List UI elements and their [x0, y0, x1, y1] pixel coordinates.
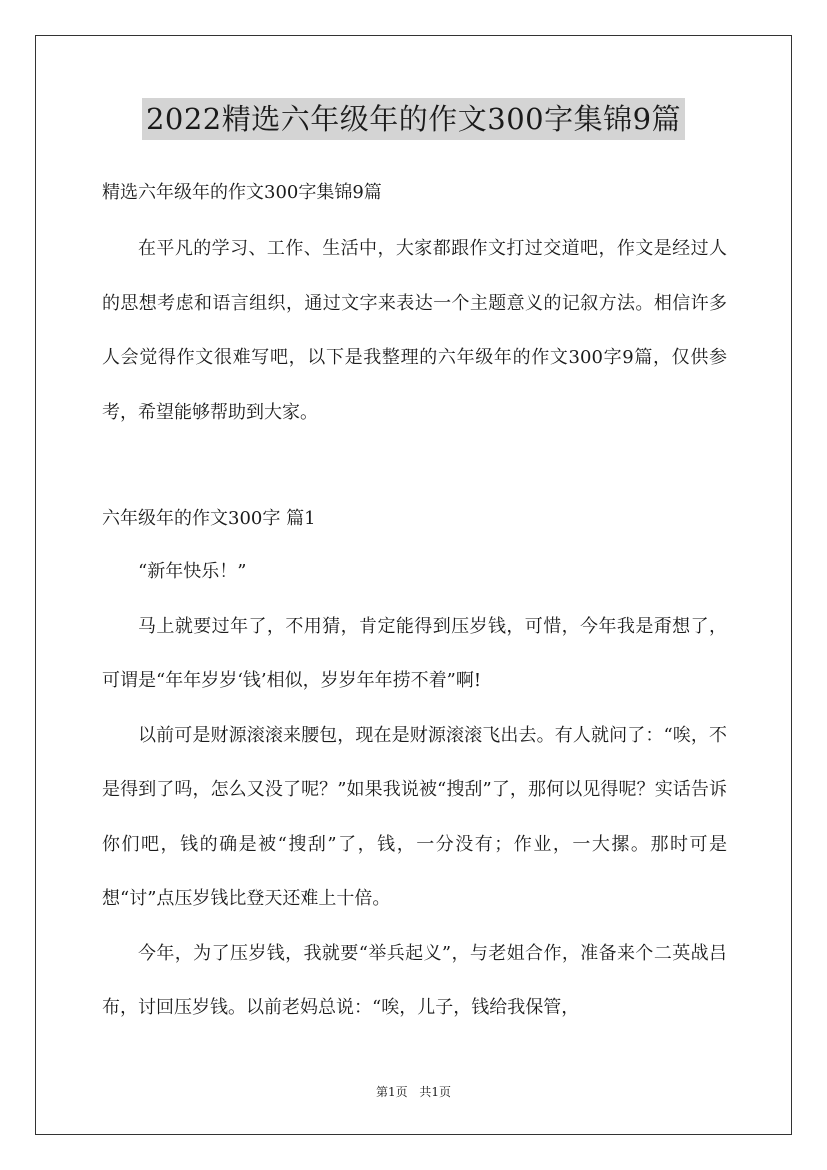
page-total: 共1页 [419, 1085, 452, 1099]
article-paragraph: 以前可是财源滚滚来腰包，现在是财源滚滚飞出去。有人就问了：“唉，不是得到了吗，怎么又没了呢？”如果我说被“搜刮”了，那何以见得呢？实话告诉你们吧，钱的确是被“搜刮”了，钱，一分没有；作业，一大摞。那时可是想“讨”点压岁钱比登天还难上十倍。 [102, 724, 727, 909]
page-number: 第1页 [375, 1085, 408, 1099]
title-container [0, 98, 827, 140]
document-title: 2022精选六年级年的作文300字集锦9篇 [142, 98, 685, 140]
intro-paragraph: 在平凡的学习、工作、生活中，大家都跟作文打过交道吧，作文是经过人的思想考虑和语言组织，通过文字来表达一个主题意义的记叙方法。相信许多人会觉得作文很难写吧，以下是我整理的六年级年的作文300字9篇，仅供参考，希望能够帮助到大家。 [102, 238, 727, 423]
intro-section [102, 222, 727, 440]
article-paragraph: “新年快乐！” [138, 561, 247, 582]
page-footer [0, 1083, 827, 1101]
section-heading: 六年级年的作文300字 篇1 [102, 508, 316, 529]
article-paragraph: 今年，为了压岁钱，我就要“举兵起义”，与老姐合作，准备来个二英战吕布，讨回压岁钱。以前老妈总说：“唉，儿子，钱给我保管， [102, 942, 727, 1018]
article-paragraph: 马上就要过年了，不用猜，肯定能得到压岁钱，可惜，今年我是甭想了，可谓是“年年岁岁‘钱’相似，岁岁年年捞不着”啊! [102, 615, 727, 691]
article-body [102, 545, 727, 1036]
document-subtitle: 精选六年级年的作文300字集锦9篇 [102, 182, 382, 203]
